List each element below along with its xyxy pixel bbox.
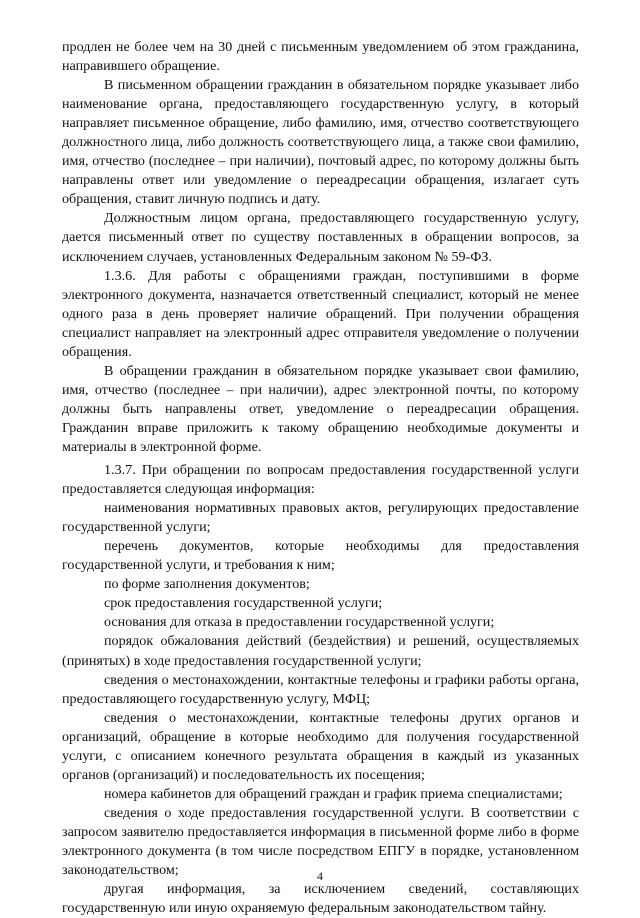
list-item: срок предоставления государственной услуги; [104, 595, 383, 612]
page-number: 4 [317, 869, 323, 883]
list-item: сведения о местонахождении, контактные телефоны и графики работы органа, предоставляющего государственную услугу, МФЦ; [62, 671, 579, 707]
paragraph-1-3-6: 1.3.6. Для работы с обращениями граждан, поступившими в форме электронного документа, назначается ответственный специалист, который не менее одного раза в день проверяет наличие обращений. При получении обращения специалист направляет на электронный адрес отправителя уведомление о получении обращения. [62, 267, 579, 360]
paragraph-electronic-appeal: В обращении гражданин в обязательном порядке указывает свои фамилию, имя, отчество (последнее – при наличии), адрес электронной почты, по которому должны быть направлены ответ, уведомление о переадресации обращения. Гражданин вправе приложить к такому обращению необходимые документы и материалы в электронной форме. [62, 362, 579, 455]
paragraph-written-appeal: В письменном обращении гражданин в обязательном порядке указывает либо наименование органа, предоставляющего государственную услугу, в который направляет письменное обращение, либо фамилию, имя, отчество соответствующего должностного лица, либо должность соответствующего лица, а также свои фамилию, имя, отчество (последнее – при наличии), почтовый адрес, по которому должны быть направлены ответ или уведомление о переадресации обращения, излагает суть обращения, ставит личную подпись и дату. [62, 77, 579, 208]
list-item: наименования нормативных правовых актов, регулирующих предоставление государственной услуги; [62, 500, 579, 536]
paragraph-1-3-7: 1.3.7. При обращении по вопросам предоставления государственной услуги предоставляется следующая информация: [62, 462, 579, 498]
paragraph-official-answer: Должностным лицом органа, предоставляющего государственную услугу, дается письменный ответ по существу поставленных в обращении вопросов, за исключением случаев, установленных Федеральным законом № 59-ФЗ. [62, 210, 579, 265]
list-item: другая информация, за исключением сведений, составляющих государственную или иную охраняемую федеральным законодательством тайну. [62, 881, 579, 917]
document-page [62, 38, 579, 918]
list-item: по форме заполнения документов; [104, 576, 310, 593]
paragraph-continuation: продлен не более чем на 30 дней с письменным уведомлением об этом гражданина, направившего обращение. [62, 39, 579, 75]
list-item: сведения о ходе предоставления государственной услуги. В соответствии с запросом заявителю предоставляется информация в письменной форме либо в форме электронного документа (в том числе посредством ЕПГУ в порядке, установленном законодательством; [62, 804, 579, 879]
list-item: порядок обжалования действий (бездействия) и решений, осуществляемых (принятых) в ходе предоставления государственной услуги; [62, 633, 579, 669]
list-item: перечень документов, которые необходимы для предоставления государственной услуги, и требования к ним; [62, 538, 579, 574]
list-item: основания для отказа в предоставлении государственной услуги; [104, 614, 495, 631]
list-item: номера кабинетов для обращений граждан и график приема специалистами; [104, 785, 563, 802]
list-item: сведения о местонахождении, контактные телефоны других органов и организаций, обращение в которые необходимо для получения государственной услуги, с описанием конечного результата обращения в каждый из указанных органов (организаций) и последовательность их посещения; [62, 709, 579, 783]
